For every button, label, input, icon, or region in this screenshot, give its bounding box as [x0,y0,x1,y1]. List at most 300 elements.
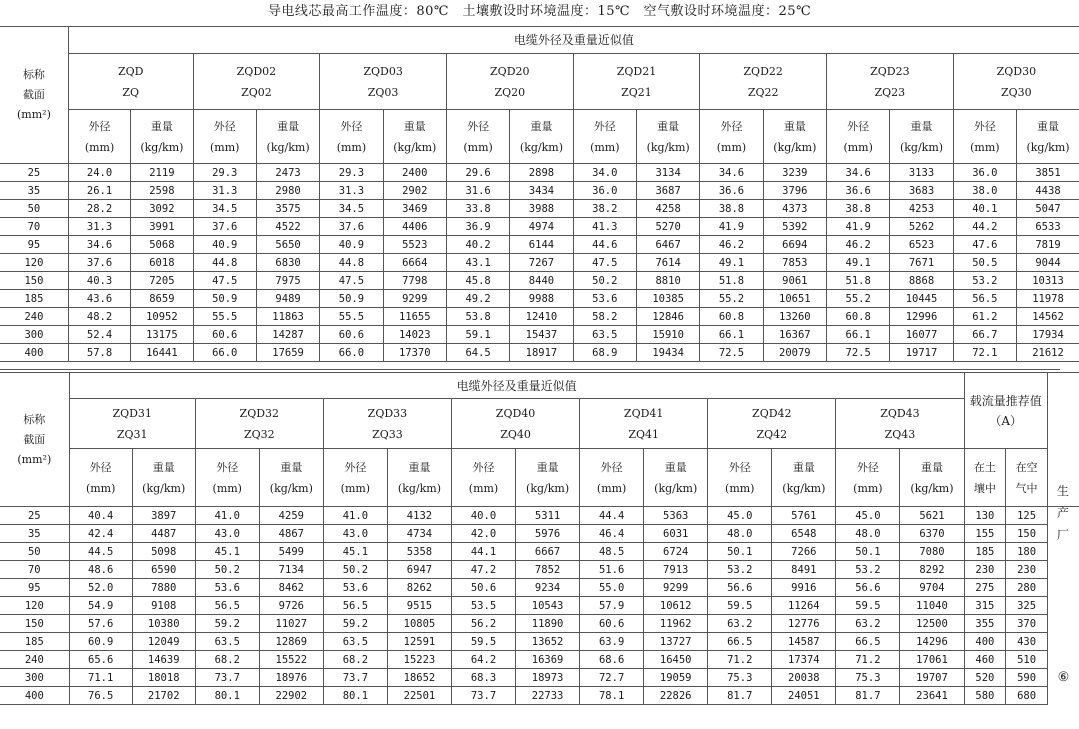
table-cell: 17374 [772,651,836,669]
table-cell: 47.6 [953,236,1016,254]
table-cell: 47.2 [451,561,515,579]
table-row [0,507,1079,525]
table-cell: 16077 [890,326,953,344]
table-cell: 40.0 [451,507,515,525]
model-header: ZQD40 ZQ40 [451,399,579,449]
table-cell: 7614 [636,254,699,272]
table-cell: 66.0 [193,344,256,362]
table-cell: 2473 [256,164,319,182]
table-cell: 49.1 [827,254,890,272]
model-header: ZQD42 ZQ42 [708,399,836,449]
table-cell: 230 [964,561,1006,579]
ampacity-header: 载流量推荐值（A） [964,373,1047,449]
section-cell: 50 [0,200,68,218]
table-cell: 6590 [132,561,195,579]
table-cell: 53.8 [446,308,509,326]
unit-header: 外径 (mm) [451,449,515,507]
unit-header: 重量 (kg/km) [900,449,964,507]
table-cell: 185 [964,543,1006,561]
table-cell: 50.1 [708,543,772,561]
table-cell: 57.9 [580,597,644,615]
table-cell: 55.0 [580,579,644,597]
table-cell: 68.6 [580,651,644,669]
table-cell: 46.2 [700,236,763,254]
table-cell: 3687 [636,182,699,200]
table-cell: 44.8 [320,254,383,272]
section-cell: 240 [0,308,68,326]
table-cell: 17370 [383,344,446,362]
table-cell: 4487 [132,525,195,543]
table-cell: 59.5 [708,597,772,615]
table-cell: 40.9 [193,236,256,254]
table-cell: 430 [1006,633,1048,651]
section-cell: 400 [0,344,68,362]
table-cell: 10543 [516,597,580,615]
table-cell: 11040 [900,597,964,615]
table-cell: 13175 [131,326,193,344]
unit-header: 外径 (mm) [700,110,763,164]
table-cell: 50.1 [836,543,900,561]
table-cell: 41.9 [827,218,890,236]
table-cell: 5311 [516,507,580,525]
table-cell: 38.8 [827,200,890,218]
table-cell: 6533 [1017,218,1079,236]
table-cell: 63.5 [195,633,259,651]
table-cell: 68.9 [573,344,636,362]
section-cell: 300 [0,326,68,344]
table-cell: 44.8 [193,254,256,272]
table-cell: 6523 [890,236,953,254]
table-cell: 52.0 [69,579,132,597]
table-cell: 56.6 [836,579,900,597]
table-cell: 53.6 [573,290,636,308]
section-cell: 50 [0,543,69,561]
table-cell: 3134 [636,164,699,182]
table-cell: 13727 [644,633,708,651]
table-cell: 16441 [131,344,193,362]
section-cell: 185 [0,633,69,651]
model-header-row [0,54,1079,110]
table-cell: 56.5 [195,597,259,615]
section-cell: 120 [0,254,68,272]
unit-header: 外径 (mm) [446,110,509,164]
table-cell: 7852 [516,561,580,579]
table-cell: 66.5 [836,633,900,651]
unit-header: 重量 (kg/km) [636,110,699,164]
table-cell: 9489 [256,290,319,308]
table-cell: 14287 [256,326,319,344]
unit-header: 重量 (kg/km) [890,110,953,164]
table-cell: 4132 [387,507,451,525]
table-row [0,669,1079,687]
table-cell: 29.6 [446,164,509,182]
table-cell: 38.8 [700,200,763,218]
table-row [0,651,1079,669]
table-cell: 15910 [636,326,699,344]
table-cell: 355 [964,615,1006,633]
table-cell: 37.6 [68,254,130,272]
table-cell: 57.8 [68,344,130,362]
table-cell: 63.9 [580,633,644,651]
table-cell: 15223 [387,651,451,669]
table-cell: 18976 [259,669,323,687]
table-cell: 38.0 [953,182,1016,200]
table-cell: 12846 [636,308,699,326]
table-cell: 19059 [644,669,708,687]
model-header: ZQD22 ZQ22 [700,54,827,110]
table-cell: 60.6 [193,326,256,344]
table-cell: 6018 [131,254,193,272]
table-row [0,326,1079,344]
table-cell: 150 [1006,525,1048,543]
table-cell: 9234 [516,579,580,597]
table-cell: 34.6 [827,164,890,182]
table-cell: 68.2 [323,651,387,669]
table-cell: 41.9 [700,218,763,236]
table-cell: 8292 [900,561,964,579]
table-cell: 56.2 [451,615,515,633]
table-row [0,687,1079,705]
table-cell: 34.0 [573,164,636,182]
unit-header: 在空 气中 [1006,449,1048,507]
section-cell: 95 [0,236,68,254]
table-cell: 17061 [900,651,964,669]
section-cell: 150 [0,272,68,290]
table-cell: 9061 [763,272,826,290]
table-cell: 53.2 [953,272,1016,290]
table-cell: 5761 [772,507,836,525]
table-cell: 36.6 [700,182,763,200]
table-cell: 60.6 [320,326,383,344]
table-cell: 31.3 [320,182,383,200]
table-cell: 7798 [383,272,446,290]
table-cell: 16369 [516,651,580,669]
table-cell: 130 [964,507,1006,525]
table-cell: 18917 [510,344,573,362]
table-cell: 40.1 [953,200,1016,218]
table-cell: 125 [1006,507,1048,525]
table-cell: 10313 [1017,272,1079,290]
table-cell: 14023 [383,326,446,344]
table-cell: 48.0 [708,525,772,543]
table-cell: 4259 [259,507,323,525]
model-header-row [0,399,1079,449]
table-cell: 37.6 [193,218,256,236]
table-cell: 6664 [383,254,446,272]
table-cell: 68.2 [195,651,259,669]
table-row [0,290,1079,308]
table-cell: 81.7 [708,687,772,705]
unit-header: 重量 (kg/km) [772,449,836,507]
table-cell: 43.0 [195,525,259,543]
table-cell: 43.0 [323,525,387,543]
table-cell: 66.5 [708,633,772,651]
table-cell: 36.0 [953,164,1016,182]
table-cell: 42.4 [69,525,132,543]
table-cell: 34.5 [320,200,383,218]
table-cell: 8868 [890,272,953,290]
table-cell: 75.3 [708,669,772,687]
table-cell: 8659 [131,290,193,308]
table-cell: 7853 [763,254,826,272]
unit-header: 重量 (kg/km) [132,449,195,507]
table-cell: 60.6 [580,615,644,633]
table-cell: 4438 [1017,182,1079,200]
table-cell: 71.2 [836,651,900,669]
unit-header: 重量 (kg/km) [259,449,323,507]
table-cell: 19717 [890,344,953,362]
table-cell: 5098 [132,543,195,561]
table-cell: 55.5 [320,308,383,326]
table-cell: 10805 [387,615,451,633]
section-cell: 35 [0,182,68,200]
section-cell: 70 [0,218,68,236]
table-cell: 75.3 [836,669,900,687]
maker-label: 生产厂 [1056,483,1069,542]
table-cell: 44.1 [451,543,515,561]
table-cell: 11655 [383,308,446,326]
table-cell: 680 [1006,687,1048,705]
table-cell: 41.3 [573,218,636,236]
table-cell: 58.2 [573,308,636,326]
table-cell: 6370 [900,525,964,543]
table-cell: 4522 [256,218,319,236]
table-row [0,164,1079,182]
model-header: ZQD33 ZQ33 [323,399,451,449]
table-cell: 40.3 [68,272,130,290]
model-header: ZQD02 ZQ02 [193,54,320,110]
table-cell: 46.4 [580,525,644,543]
maker-column [1047,373,1079,685]
table-cell: 4258 [636,200,699,218]
table-cell: 7205 [131,272,193,290]
table-cell: 580 [964,687,1006,705]
table-cell: 45.8 [446,272,509,290]
table-cell: 42.0 [451,525,515,543]
table-cell: 71.2 [708,651,772,669]
table-cell: 2119 [131,164,193,182]
table-cell: 510 [1006,651,1048,669]
table-cell: 55.2 [827,290,890,308]
table-cell: 53.5 [451,597,515,615]
unit-header: 重量 (kg/km) [387,449,451,507]
table-row [0,308,1079,326]
table-cell: 12410 [510,308,573,326]
table-cell: 12500 [900,615,964,633]
table-cell: 80.1 [323,687,387,705]
table-cell: 66.1 [700,326,763,344]
table-cell: 45.0 [708,507,772,525]
section-cell: 240 [0,651,69,669]
section-header [0,373,69,507]
table-cell: 50.6 [451,579,515,597]
table-cell: 10952 [131,308,193,326]
table-cell: 72.5 [700,344,763,362]
table-cell: 10612 [644,597,708,615]
unit-header: 外径 (mm) [320,110,383,164]
model-header: ZQD23 ZQ23 [827,54,954,110]
table-cell: 22733 [516,687,580,705]
table-cell: 14296 [900,633,964,651]
table-cell: 34.6 [700,164,763,182]
table-cell: 3133 [890,164,953,182]
table-cell: 50.5 [953,254,1016,272]
table-cell: 28.2 [68,200,130,218]
table-cell: 155 [964,525,1006,543]
table-cell: 26.1 [68,182,130,200]
table-row [0,344,1079,362]
table-cell: 41.0 [323,507,387,525]
table-cell: 2898 [510,164,573,182]
table-caption: 导电线芯最高工作温度：80℃ 土壤敷设时环境温度：15℃ 空气敷设时环境温度：25℃ [267,4,812,19]
table-cell: 8262 [387,579,451,597]
section-label-2: 截面 [23,432,46,446]
table-cell: 73.7 [451,687,515,705]
table-cell: 44.4 [580,507,644,525]
table-cell: 10385 [636,290,699,308]
table-cell: 50.2 [573,272,636,290]
table-cell: 280 [1006,579,1048,597]
table-cell: 59.2 [323,615,387,633]
unit-header-row [0,449,1079,507]
table-cell: 15437 [510,326,573,344]
table-cell: 43.6 [68,290,130,308]
section-cell: 25 [0,507,69,525]
table-cell: 63.2 [836,615,900,633]
table-cell: 53.2 [708,561,772,579]
table-cell: 40.9 [320,236,383,254]
table-cell: 9726 [259,597,323,615]
unit-header: 外径 (mm) [827,110,890,164]
table-cell: 13260 [763,308,826,326]
section-cell: 120 [0,597,69,615]
table-cell: 61.2 [953,308,1016,326]
table-row [0,615,1079,633]
table-separator [0,369,1060,370]
table-cell: 60.8 [700,308,763,326]
table-cell: 21702 [132,687,195,705]
table-cell: 16450 [644,651,708,669]
unit-header: 重量 (kg/km) [510,110,573,164]
table-cell: 36.9 [446,218,509,236]
group-title: 电缆外径及重量近似值 [69,373,964,399]
table-cell: 4406 [383,218,446,236]
table-cell: 4734 [387,525,451,543]
table-cell: 45.1 [195,543,259,561]
unit-header: 重量 (kg/km) [1017,110,1079,164]
table-cell: 40.4 [69,507,132,525]
table-cell: 3092 [131,200,193,218]
section-cell: 400 [0,687,69,705]
table-cell: 48.0 [836,525,900,543]
section-unit: (mm²) [17,452,52,466]
table-cell: 6144 [510,236,573,254]
unit-header: 重量 (kg/km) [383,110,446,164]
table-cell: 5358 [387,543,451,561]
table-cell: 12591 [387,633,451,651]
table-cell: 24051 [772,687,836,705]
table-cell: 180 [1006,543,1048,561]
table-cell: 8462 [259,579,323,597]
table-cell: 55.5 [193,308,256,326]
table-cell: 2902 [383,182,446,200]
table-cell: 9988 [510,290,573,308]
table-cell: 3469 [383,200,446,218]
table-cell: 11264 [772,597,836,615]
model-header: ZQD43 ZQ43 [836,399,964,449]
table-cell: 10380 [132,615,195,633]
table-row [0,633,1079,651]
table-cell: 3796 [763,182,826,200]
table-cell: 22902 [259,687,323,705]
table-cell: 3897 [132,507,195,525]
table-cell: 59.1 [446,326,509,344]
section-label-1: 标称 [23,412,46,426]
table-cell: 64.5 [446,344,509,362]
table-cell: 23641 [900,687,964,705]
table-cell: 14562 [1017,308,1079,326]
table-cell: 45.0 [836,507,900,525]
table-cell: 6031 [644,525,708,543]
table-cell: 17659 [256,344,319,362]
table-cell: 5392 [763,218,826,236]
table-cell: 81.7 [836,687,900,705]
table-cell: 9299 [383,290,446,308]
table-cell: 64.2 [451,651,515,669]
table-cell: 5363 [644,507,708,525]
table-cell: 5621 [900,507,964,525]
table-cell: 36.0 [573,182,636,200]
unit-header: 外径 (mm) [953,110,1016,164]
table-cell: 34.5 [193,200,256,218]
table-cell: 6667 [516,543,580,561]
table-row [0,218,1079,236]
table-cell: 49.2 [446,290,509,308]
table-cell: 60.9 [69,633,132,651]
table-cell: 4373 [763,200,826,218]
table-cell: 40.2 [446,236,509,254]
table-cell: 73.7 [323,669,387,687]
table-cell: 44.6 [573,236,636,254]
table-cell: 60.8 [827,308,890,326]
table-cell: 16367 [763,326,826,344]
table-cell: 6830 [256,254,319,272]
table-cell: 31.3 [193,182,256,200]
table-cell: 3988 [510,200,573,218]
table-cell: 6467 [636,236,699,254]
table-cell: 315 [964,597,1006,615]
cable-table-1 [0,26,1079,362]
table-cell: 9916 [772,579,836,597]
table-cell: 43.1 [446,254,509,272]
table-cell: 33.8 [446,200,509,218]
table-cell: 47.5 [193,272,256,290]
table-cell: 18018 [132,669,195,687]
table-row [0,525,1079,543]
table-row [0,182,1079,200]
table-cell: 22826 [644,687,708,705]
unit-header: 重量 (kg/km) [256,110,319,164]
table-cell: 7080 [900,543,964,561]
model-header: ZQD20 ZQ20 [446,54,573,110]
table-cell: 50.9 [193,290,256,308]
table-cell: 51.8 [700,272,763,290]
model-header: ZQD03 ZQ03 [320,54,447,110]
unit-header: 重量 (kg/km) [763,110,826,164]
table-cell: 56.6 [708,579,772,597]
table-cell: 49.1 [700,254,763,272]
table-cell: 20079 [763,344,826,362]
